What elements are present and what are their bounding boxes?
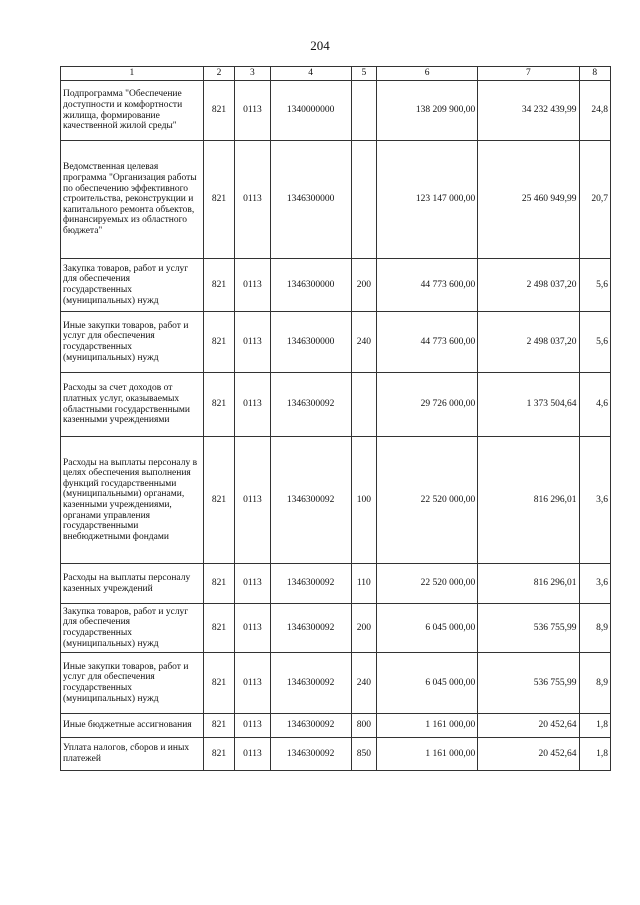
row-amount-executed: 2 498 037,20: [478, 259, 579, 312]
header-cell: 8: [579, 67, 610, 81]
row-amount-planned: 123 147 000,00: [376, 141, 477, 259]
row-percent: 5,6: [579, 312, 610, 373]
table-row: [61, 653, 611, 714]
row-code-5: 240: [351, 653, 376, 714]
row-code-5: 110: [351, 564, 376, 604]
row-amount-executed: 1 373 504,64: [478, 373, 579, 437]
row-code-5: 100: [351, 437, 376, 564]
row-code-2: 821: [203, 738, 234, 771]
row-code-2: 821: [203, 437, 234, 564]
row-name: Ведомственная целевая программа "Организация работы по обеспечению эффективного строительства, реконструкции и капитального ремонта объектов, финансируемых из областного бюджета": [61, 141, 204, 259]
row-percent: 1,8: [579, 738, 610, 771]
row-code-4: 1346300000: [270, 312, 351, 373]
row-code-3: 0113: [235, 714, 270, 738]
row-amount-executed: 816 296,01: [478, 564, 579, 604]
row-percent: 5,6: [579, 259, 610, 312]
table-row: [61, 141, 611, 259]
row-code-5: 200: [351, 604, 376, 653]
row-amount-planned: 6 045 000,00: [376, 604, 477, 653]
row-code-5: [351, 141, 376, 259]
row-code-4: 1346300092: [270, 437, 351, 564]
header-cell: 4: [270, 67, 351, 81]
row-amount-planned: 6 045 000,00: [376, 653, 477, 714]
row-code-3: 0113: [235, 312, 270, 373]
row-code-3: 0113: [235, 738, 270, 771]
row-code-4: 1346300092: [270, 714, 351, 738]
row-code-2: 821: [203, 312, 234, 373]
row-percent: 8,9: [579, 653, 610, 714]
header-cell: 5: [351, 67, 376, 81]
row-amount-planned: 44 773 600,00: [376, 259, 477, 312]
row-percent: 3,6: [579, 564, 610, 604]
row-code-5: [351, 373, 376, 437]
row-code-4: 1346300092: [270, 738, 351, 771]
header-cell: 7: [478, 67, 579, 81]
row-code-2: 821: [203, 604, 234, 653]
page-number: 204: [310, 38, 330, 53]
row-name: Иные закупки товаров, работ и услуг для обеспечения государственных (муниципальных) нужд: [61, 312, 204, 373]
row-amount-executed: 20 452,64: [478, 738, 579, 771]
row-code-3: 0113: [235, 259, 270, 312]
row-amount-planned: 29 726 000,00: [376, 373, 477, 437]
row-amount-executed: 20 452,64: [478, 714, 579, 738]
row-code-4: 1346300092: [270, 373, 351, 437]
header-cell: 2: [203, 67, 234, 81]
row-code-5: 850: [351, 738, 376, 771]
row-code-3: 0113: [235, 373, 270, 437]
row-code-2: 821: [203, 81, 234, 141]
row-percent: 4,6: [579, 373, 610, 437]
row-code-3: 0113: [235, 141, 270, 259]
row-code-4: 1346300092: [270, 564, 351, 604]
row-code-2: 821: [203, 141, 234, 259]
row-percent: 1,8: [579, 714, 610, 738]
row-percent: 8,9: [579, 604, 610, 653]
row-code-5: 800: [351, 714, 376, 738]
row-amount-planned: 22 520 000,00: [376, 437, 477, 564]
header-cell: 1: [61, 67, 204, 81]
row-percent: 20,7: [579, 141, 610, 259]
row-amount-executed: 536 755,99: [478, 604, 579, 653]
row-name: Иные закупки товаров, работ и услуг для обеспечения государственных (муниципальных) нужд: [61, 653, 204, 714]
row-code-4: 1346300000: [270, 259, 351, 312]
row-code-2: 821: [203, 653, 234, 714]
row-amount-planned: 1 161 000,00: [376, 738, 477, 771]
header-cell: 3: [235, 67, 270, 81]
row-code-4: 1346300000: [270, 141, 351, 259]
table-row: [61, 564, 611, 604]
row-code-2: 821: [203, 259, 234, 312]
row-amount-planned: 1 161 000,00: [376, 714, 477, 738]
row-amount-executed: 2 498 037,20: [478, 312, 579, 373]
row-amount-planned: 138 209 900,00: [376, 81, 477, 141]
budget-table: [60, 66, 611, 771]
row-code-3: 0113: [235, 81, 270, 141]
table-row: [61, 604, 611, 653]
row-percent: 24,8: [579, 81, 610, 141]
row-code-3: 0113: [235, 437, 270, 564]
row-name: Закупка товаров, работ и услуг для обеспечения государственных (муниципальных) нужд: [61, 604, 204, 653]
row-name: Закупка товаров, работ и услуг для обеспечения государственных (муниципальных) нужд: [61, 259, 204, 312]
row-amount-executed: 816 296,01: [478, 437, 579, 564]
table-row: [61, 373, 611, 437]
row-amount-executed: 536 755,99: [478, 653, 579, 714]
row-name: Уплата налогов, сборов и иных платежей: [61, 738, 204, 771]
row-code-5: 240: [351, 312, 376, 373]
row-amount-executed: 34 232 439,99: [478, 81, 579, 141]
row-code-2: 821: [203, 714, 234, 738]
row-name: Расходы на выплаты персоналу казенных учреждений: [61, 564, 204, 604]
row-name: Расходы на выплаты персоналу в целях обеспечения выполнения функций государственными (муниципальными) органами, казенными учреждениями, органами управления государственными внебюджетными фондами: [61, 437, 204, 564]
row-amount-executed: 25 460 949,99: [478, 141, 579, 259]
row-code-5: 200: [351, 259, 376, 312]
table-row: [61, 259, 611, 312]
row-code-3: 0113: [235, 564, 270, 604]
table-row: [61, 437, 611, 564]
header-cell: 6: [376, 67, 477, 81]
table-row: [61, 714, 611, 738]
row-name: Расходы за счет доходов от платных услуг, оказываемых областными государственными казенными учреждениями: [61, 373, 204, 437]
header-row: [61, 67, 611, 81]
row-amount-planned: 22 520 000,00: [376, 564, 477, 604]
row-amount-planned: 44 773 600,00: [376, 312, 477, 373]
row-name: Иные бюджетные ассигнования: [61, 714, 204, 738]
table-row: [61, 738, 611, 771]
table-row: [61, 312, 611, 373]
row-name: Подпрограмма "Обеспечение доступности и комфортности жилища, формирование качественной жилой среды": [61, 81, 204, 141]
row-percent: 3,6: [579, 437, 610, 564]
row-code-4: 1346300092: [270, 653, 351, 714]
row-code-4: 1346300092: [270, 604, 351, 653]
row-code-5: [351, 81, 376, 141]
row-code-2: 821: [203, 373, 234, 437]
table-row: [61, 81, 611, 141]
row-code-4: 1340000000: [270, 81, 351, 141]
row-code-2: 821: [203, 564, 234, 604]
row-code-3: 0113: [235, 653, 270, 714]
row-code-3: 0113: [235, 604, 270, 653]
